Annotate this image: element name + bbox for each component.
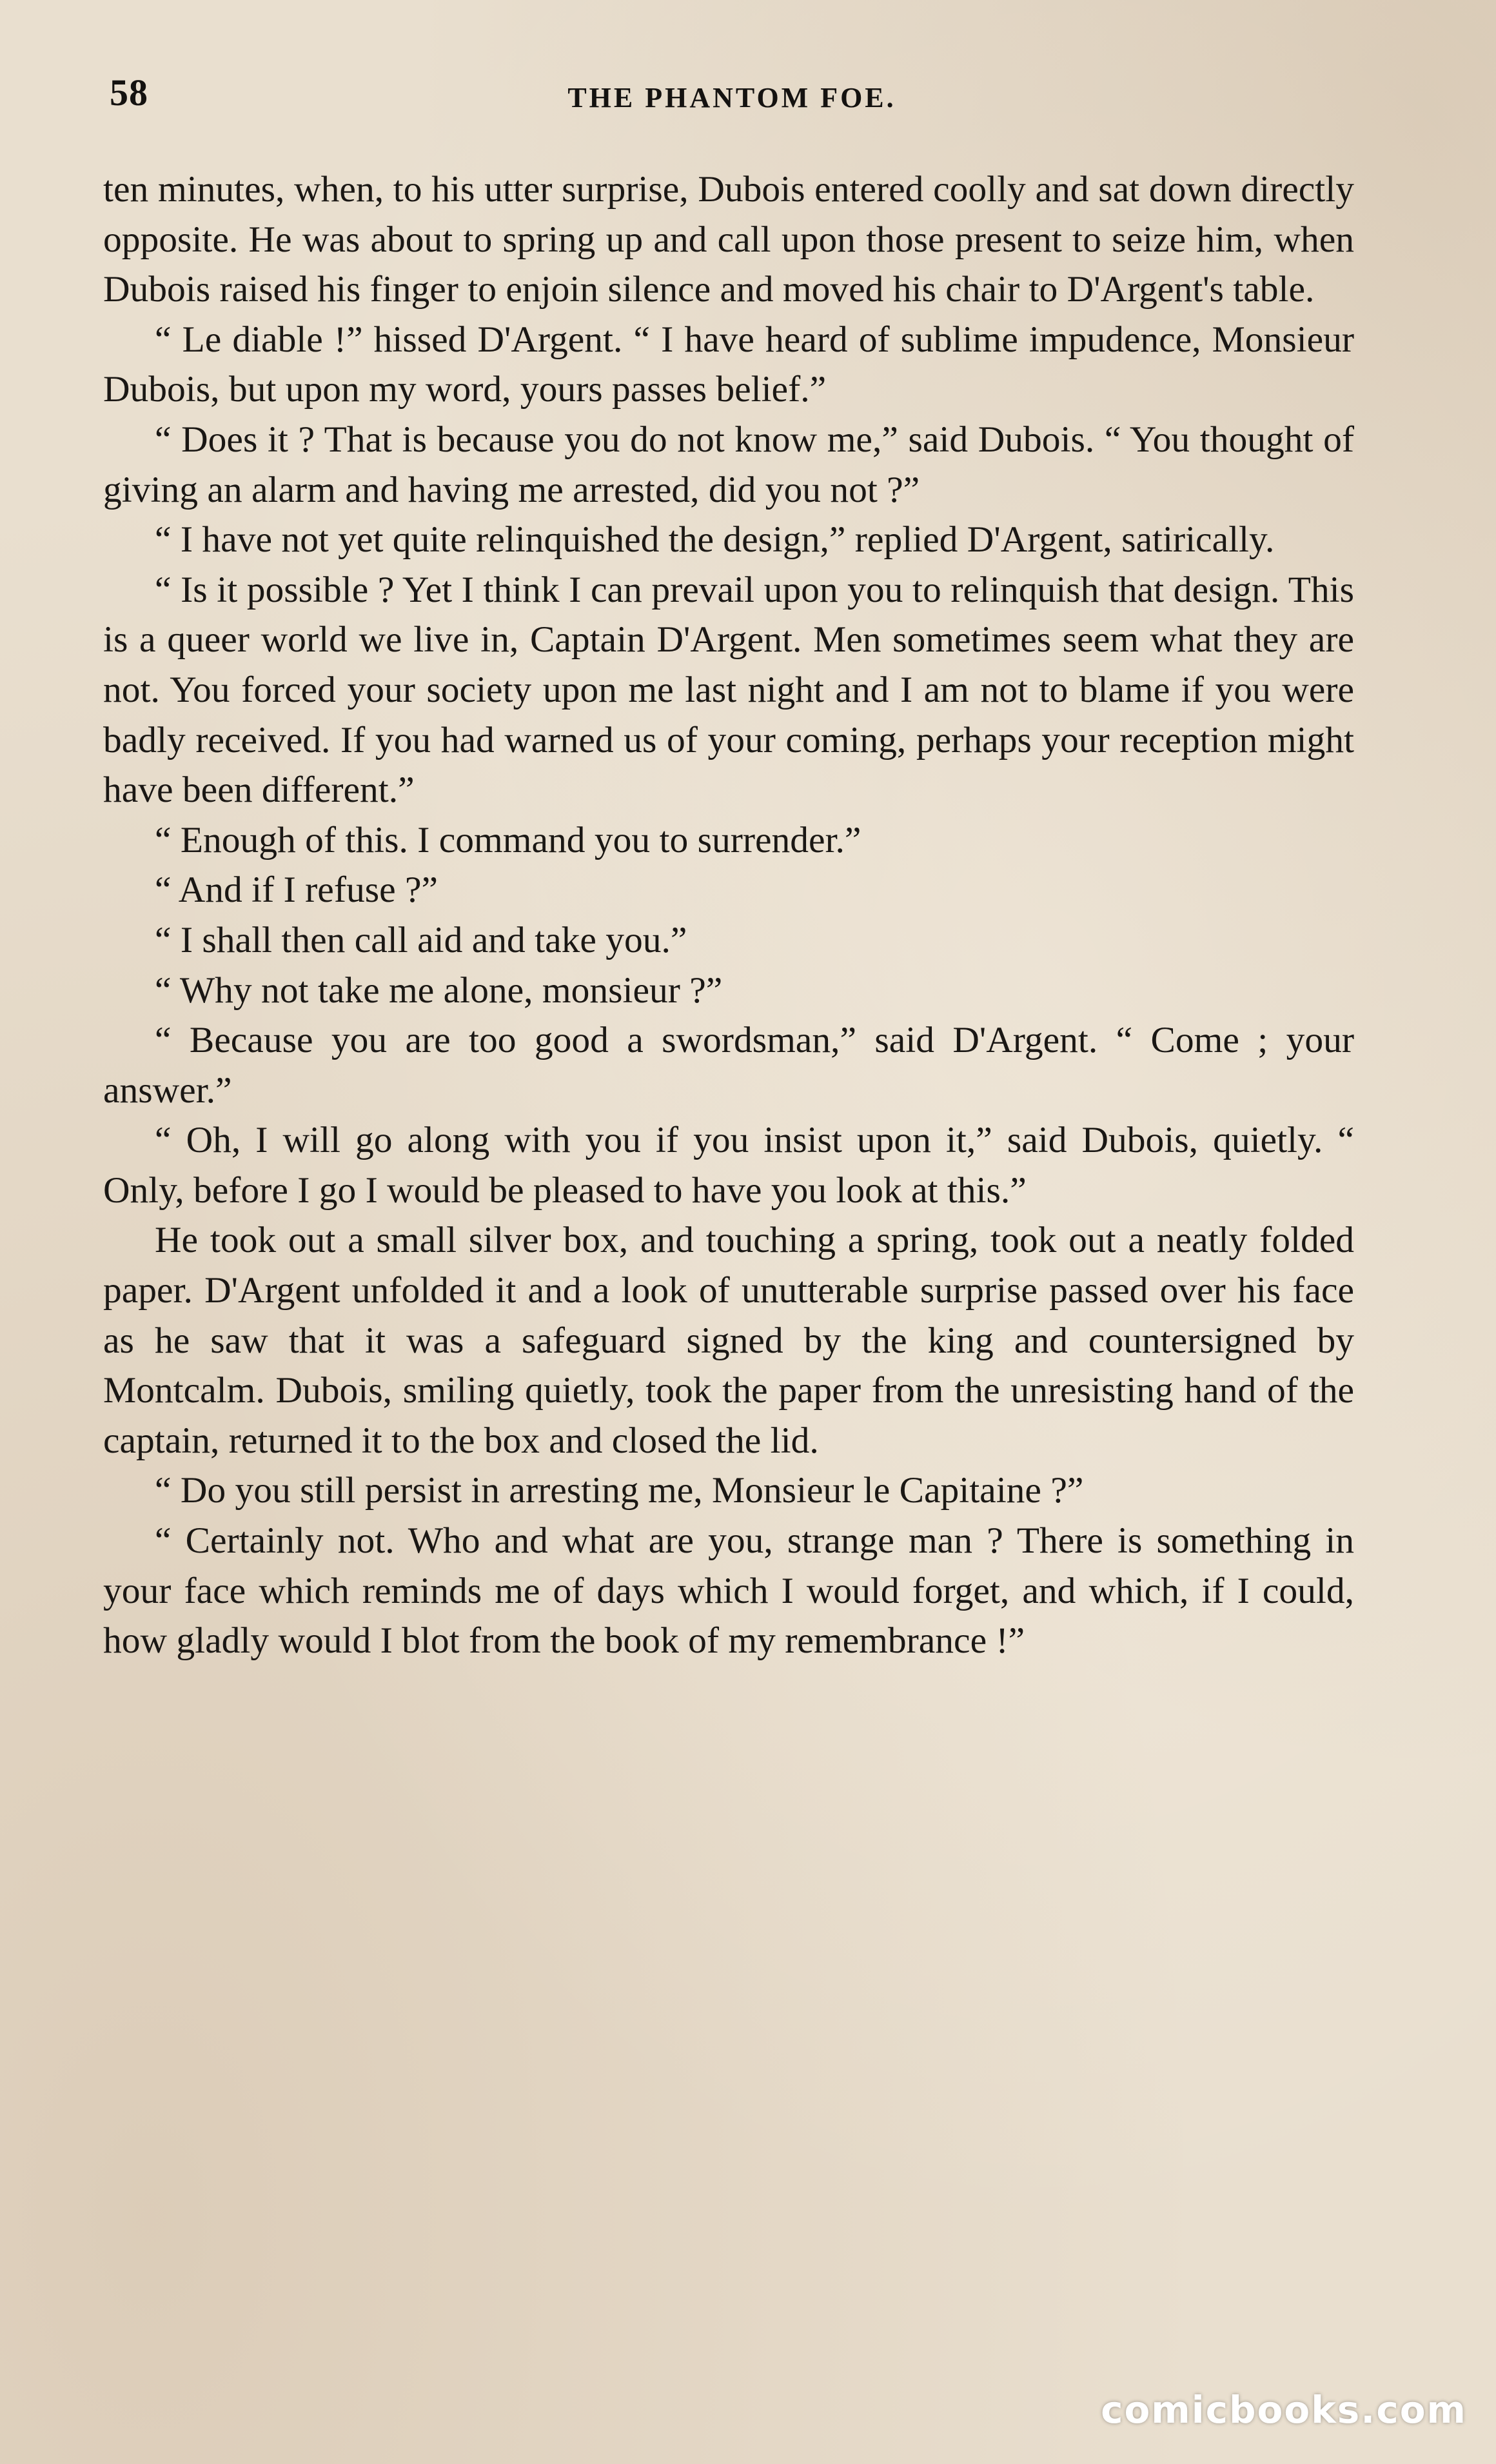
paragraph: “ Enough of this. I command you to surrender.”: [155, 819, 861, 860]
body-text: [103, 164, 1354, 1666]
paragraph: “ Because you are too good a swordsman,” said D'Argent. “ Come ; your answer.”: [103, 1020, 1354, 1111]
paragraph: “ Le diable !” hissed D'Argent. “ I have heard of sublime impudence, Monsieur Dubois, but upon my word, yours passes belief.”: [103, 319, 1354, 410]
paragraph: ten minutes, when, to his utter surprise, Dubois entered coolly and sat down directly opposite. He was about to spring up and call upon those present to seize him, when Dubois raised his finger to enjoin silence and moved his chair to D'Argent's table.: [103, 169, 1354, 310]
paragraph: “ Certainly not. Who and what are you, strange man ? There is something in your face which reminds me of days which I would forget, and which, if I could, how gladly would I blot from the book of my remembrance !”: [103, 1520, 1354, 1662]
paragraph: “ I shall then call aid and take you.”: [155, 919, 687, 960]
paragraph: He took out a small silver box, and touching a spring, took out a neatly folded paper. D'Argent unfolded it and a look of unutterable surprise passed over his face as he saw that it was a safeguard signed by the king and countersigned by Montcalm. Dubois, smiling quietly, took the paper from the unresisting hand of the captain, returned it to the box and closed the lid.: [103, 1220, 1354, 1461]
paragraph: “ Do you still persist in arresting me, Monsieur le Capitaine ?”: [155, 1470, 1084, 1511]
paragraph: “ Does it ? That is because you do not know me,” said Dubois. “ You thought of giving an alarm and having me arrested, did you not ?”: [103, 419, 1354, 510]
running-head: THE PHANTOM FOE.: [567, 82, 896, 114]
page-number: 58: [110, 72, 148, 114]
paragraph: “ Is it possible ? Yet I think I can prevail upon you to relinquish that design. This is a queer world we live in, Captain D'Argent. Men sometimes seem what they are not. You forced your society upon me last night and I am not to blame if you were badly received. If you had warned us of your coming, perhaps your reception might have been different.”: [103, 569, 1354, 811]
paragraph: “ Oh, I will go along with you if you insist upon it,” said Dubois, quietly. “ Only, before I go I would be pleased to have you look at this.”: [103, 1120, 1354, 1211]
page-header: [110, 71, 1354, 123]
paragraph: “ And if I refuse ?”: [155, 869, 438, 911]
paragraph: “ Why not take me alone, monsieur ?”: [155, 969, 723, 1011]
watermark: comicbooks.com: [1101, 2388, 1467, 2432]
paragraph: “ I have not yet quite relinquished the design,” replied D'Argent, satirically.: [155, 519, 1275, 561]
